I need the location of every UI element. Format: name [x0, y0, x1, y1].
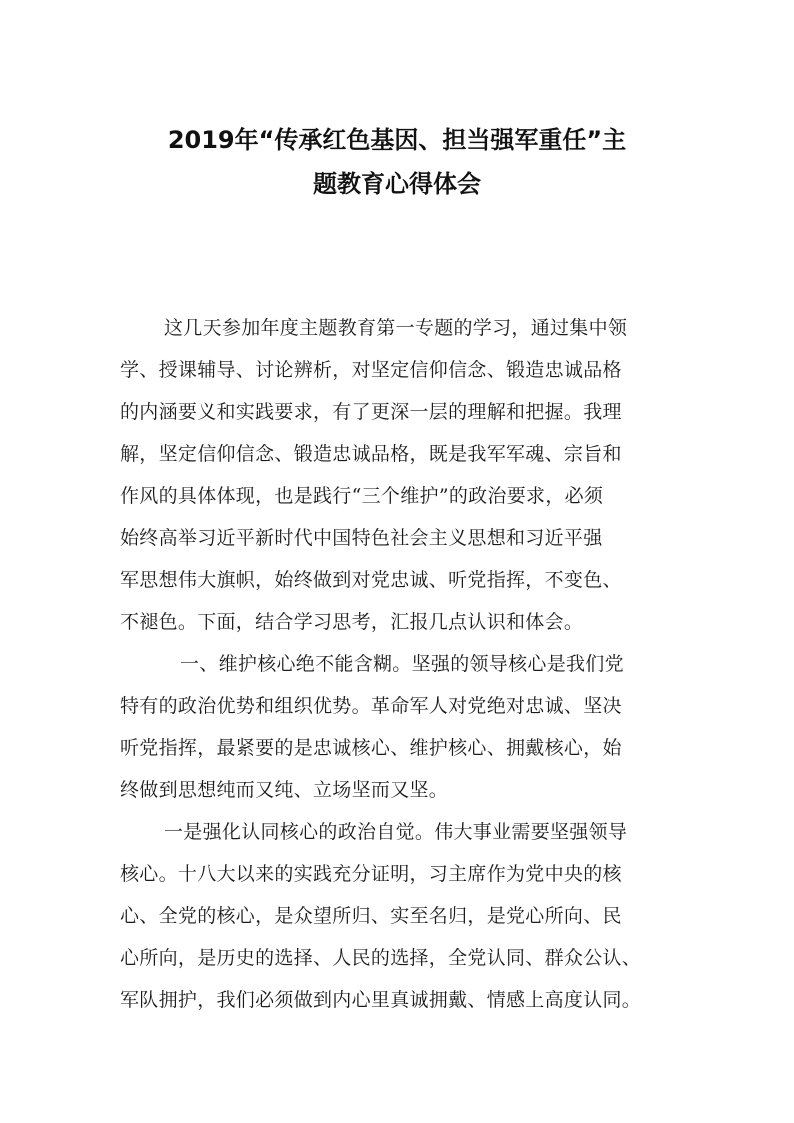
paragraph-line: 一是强化认同核心的政治自觉。伟大事业需要坚强领导 [164, 821, 628, 843]
paragraph-line: 作风的具体体现，也是践行“三个维护”的政治要求，必须 [120, 485, 604, 507]
paragraph-line: 特有的政治优势和组织优势。革命军人对党绝对忠诚、坚决 [120, 695, 622, 717]
section-heading-line: 一、维护核心绝不能含糊。坚强的领导核心是我们党 [180, 653, 624, 675]
paragraph-line: 心所向，是历史的选择、人民的选择，全党认同、群众公认、 [120, 947, 642, 969]
paragraph-line: 终做到思想纯而又纯、立场坚而又坚。 [120, 779, 449, 801]
paragraph-line: 核心。十八大以来的实践充分证明，习主席作为党中央的核 [120, 863, 622, 885]
paragraph-line: 军思想伟大旗帜，始终做到对党忠诚、听党指挥，不变色、 [120, 569, 622, 591]
paragraph-line: 解，坚定信仰信念、锻造忠诚品格，既是我军军魂、宗旨和 [120, 443, 622, 465]
paragraph-line: 学、授课辅导、讨论辨析，对坚定信仰信念、锻造忠诚品格 [120, 359, 622, 381]
paragraph-line: 军队拥护，我们必须做到内心里真诚拥戴、情感上高度认同。 [120, 989, 642, 1011]
paragraph-line: 听党指挥，最紧要的是忠诚核心、维护核心、拥戴核心，始 [120, 737, 622, 759]
paragraph-line: 心、全党的核心，是众望所归、实至名归，是党心所向、民 [120, 905, 622, 927]
paragraph-line: 始终高举习近平新时代中国特色社会主义思想和习近平强 [120, 527, 603, 549]
paragraph-line: 不褪色。下面，结合学习思考，汇报几点认识和体会。 [120, 611, 584, 633]
document-title-line-2: 题教育心得体会 [313, 170, 481, 198]
document-title-line-1: 2019年“传承红色基因、担当强军重任”主 [167, 126, 627, 154]
paragraph-line: 这几天参加年度主题教育第一专题的学习，通过集中领 [164, 317, 628, 339]
paragraph-line: 的内涵要义和实践要求，有了更深一层的理解和把握。我理 [120, 401, 622, 423]
